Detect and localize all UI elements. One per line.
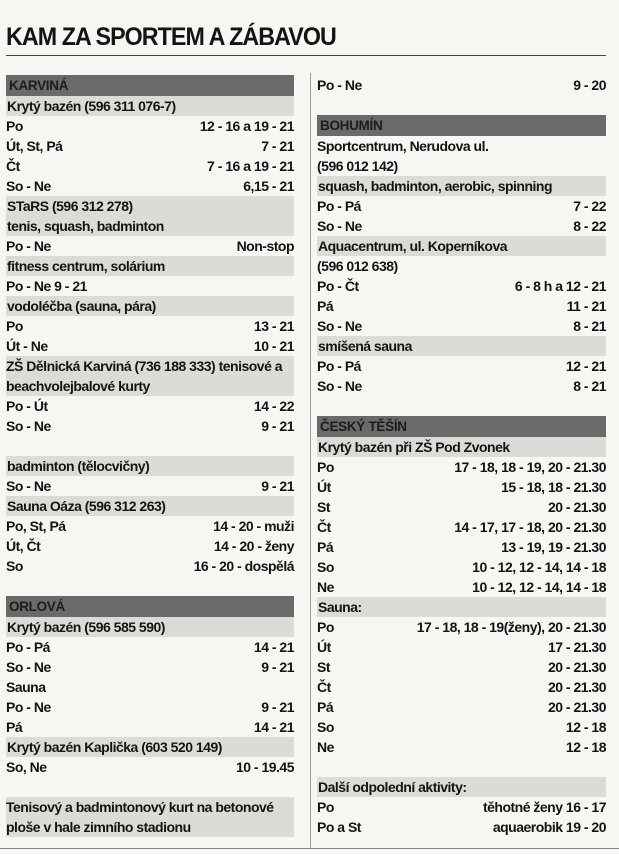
- schedule-list: [6, 476, 294, 496]
- schedule-time: 12 - 18: [565, 719, 606, 735]
- schedule-day: So: [6, 558, 23, 574]
- schedule-time: 17 - 18, 18 - 19, 20 - 21.30: [454, 459, 606, 475]
- schedule-row: [6, 156, 294, 176]
- schedule-time: 14 - 22: [253, 398, 294, 414]
- schedule-time: 15 - 18, 18 - 21.30: [501, 479, 606, 495]
- schedule-time: 14 - 20 - muži: [213, 518, 294, 534]
- schedule-row: [317, 677, 606, 697]
- schedule-row: [6, 516, 294, 536]
- schedule-list: [6, 316, 294, 356]
- schedule-row: [317, 637, 606, 657]
- schedule-day: Po - Út: [6, 398, 48, 414]
- schedule-time: 8 - 21: [573, 318, 606, 334]
- schedule-time: aquaerobik 19 - 20: [492, 819, 606, 835]
- schedule-time: 10 - 19.45: [235, 759, 294, 775]
- schedule-time: 6,15 - 21: [243, 178, 294, 194]
- column-divider: [310, 73, 311, 849]
- schedule-time: 9 - 21: [261, 659, 294, 675]
- schedule-row: [6, 637, 294, 657]
- schedule-time: 20 - 21.30: [547, 659, 606, 675]
- schedule-time: těhotné ženy 16 - 17: [482, 799, 606, 815]
- venue-subtitle: squash, badminton, aerobic, spinning: [317, 176, 606, 196]
- schedule-list: [6, 697, 294, 737]
- schedule-row: [317, 557, 606, 577]
- schedule-row: [317, 457, 606, 477]
- schedule-day: Po a St: [317, 819, 361, 835]
- venue-subtitle: Sauna: [6, 679, 46, 695]
- schedule-time: 8 - 21: [573, 378, 606, 394]
- spacer: [6, 436, 294, 456]
- venue-subtitle: badminton (tělocvičny): [6, 456, 294, 476]
- schedule-day: Čt: [317, 679, 331, 695]
- schedule-list: [6, 516, 294, 576]
- schedule-row: [6, 536, 294, 556]
- schedule-day: So - Ne: [6, 659, 51, 675]
- bottom-rule: [0, 848, 619, 849]
- venue-subtitle: fitness centrum, solárium: [6, 256, 294, 276]
- venue-name: Sauna:: [317, 597, 606, 617]
- schedule-row: [317, 797, 606, 817]
- schedule-list: [317, 356, 606, 396]
- schedule-list: [6, 236, 294, 256]
- schedule-day: So: [317, 559, 334, 575]
- schedule-time: 7 - 22: [573, 198, 606, 214]
- schedule-day: Pá: [317, 699, 334, 715]
- schedule-time: 7 - 21: [261, 138, 294, 154]
- right-column: [317, 75, 606, 837]
- schedule-day: So - Ne: [6, 478, 51, 494]
- schedule-day: So, Ne: [6, 759, 47, 775]
- schedule-day: Po: [317, 799, 334, 815]
- schedule-day: Po: [6, 318, 23, 334]
- schedule-list: [6, 396, 294, 436]
- schedule-row: [317, 577, 606, 597]
- schedule-list: [317, 276, 606, 336]
- schedule-time: 12 - 16 a 19 - 21: [199, 118, 294, 134]
- venue-name: Tenisový a badmintonový kurt na betonové ploše v hale zimního stadionu: [6, 797, 294, 837]
- venue-name: Sportcentrum, Nerudova ul.: [317, 138, 489, 154]
- schedule-time: 10 - 12, 12 - 14, 14 - 18: [472, 579, 606, 595]
- schedule-time: 9 - 21: [261, 418, 294, 434]
- venue-phone: (596 012 638): [317, 258, 398, 274]
- schedule-day: Po - Pá: [317, 198, 361, 214]
- schedule-day: Po: [317, 619, 334, 635]
- schedule-day: So - Ne: [317, 218, 362, 234]
- schedule-day: So - Ne: [6, 418, 51, 434]
- schedule-day: Ne: [317, 579, 334, 595]
- venue-name: Další odpolední aktivity:: [317, 777, 606, 797]
- schedule-row: [317, 657, 606, 677]
- schedule-day: Čt: [317, 519, 331, 535]
- schedule-list: [6, 116, 294, 196]
- schedule-row: [317, 717, 606, 737]
- schedule-time: 14 - 17, 17 - 18, 20 - 21.30: [454, 519, 606, 535]
- schedule-row: [6, 416, 294, 436]
- schedule-row: [317, 356, 606, 376]
- schedule-day: Po - Ne: [6, 238, 51, 254]
- schedule-row: [6, 396, 294, 416]
- venue-name: Krytý bazén Kaplička (603 520 149): [6, 737, 294, 757]
- schedule-row: [6, 236, 294, 256]
- venue-name: ZŠ Dělnická Karviná (736 188 333) tenisové a beachvolejbalové kurty: [6, 356, 294, 396]
- schedule-time: 9 - 21: [261, 699, 294, 715]
- venue-name: STaRS (596 312 278): [6, 196, 294, 216]
- schedule-row: [317, 216, 606, 236]
- schedule-day: Po - Pá: [317, 358, 361, 374]
- schedule-time: 9 - 21: [261, 478, 294, 494]
- schedule-time: 12 - 18: [565, 739, 606, 755]
- venue-subtitle: tenis, squash, badminton: [6, 216, 294, 236]
- schedule-day: Po - Ne: [6, 699, 51, 715]
- section-header-orlova: ORLOVÁ: [6, 596, 294, 617]
- schedule-time: 14 - 20 - ženy: [213, 538, 294, 554]
- schedule-time: 11 - 21: [566, 298, 606, 314]
- schedule-day: Po, St, Pá: [6, 518, 66, 534]
- schedule-row: [317, 737, 606, 757]
- venue-name: Aquacentrum, ul. Koperníkova: [317, 236, 606, 256]
- schedule-row: [317, 537, 606, 557]
- schedule-day: Út, St, Pá: [6, 138, 63, 154]
- schedule-row: [6, 697, 294, 717]
- schedule-row: [6, 556, 294, 576]
- schedule-time: 17 - 18, 18 - 19(ženy), 20 - 21.30: [416, 619, 606, 635]
- schedule-day: Pá: [6, 719, 23, 735]
- schedule-time: 8 - 22: [573, 218, 606, 234]
- schedule-time: 16 - 20 - dospělá: [193, 558, 294, 574]
- section-header-cesky-tesin: ČESKÝ TĚŠÍN: [317, 416, 606, 437]
- schedule-list: [6, 276, 294, 296]
- schedule-row: [317, 75, 606, 95]
- schedule-day: So - Ne: [6, 178, 51, 194]
- section-header-karvina: KARVINÁ: [6, 75, 294, 96]
- schedule-time: 20 - 21.30: [547, 679, 606, 695]
- schedule-day: Po - Čt: [317, 278, 359, 294]
- schedule-time: 13 - 19, 19 - 21.30: [501, 539, 606, 555]
- venue-name: Krytý bazén (596 585 590): [6, 617, 294, 637]
- venue-subtitle: vodoléčba (sauna, pára): [6, 296, 294, 316]
- venue-name: Krytý bazén při ZŠ Pod Zvonek: [317, 437, 606, 457]
- schedule-row: [6, 657, 294, 677]
- venue-subtitle-row: [6, 677, 294, 697]
- schedule-time: 7 - 16 a 19 - 21: [207, 158, 294, 174]
- left-column: [6, 75, 294, 837]
- schedule-row: [317, 697, 606, 717]
- venue-phone: (596 012 142): [317, 158, 398, 174]
- schedule-time: 13 - 21: [253, 318, 294, 334]
- schedule-time: Non-stop: [236, 238, 294, 254]
- schedule-row: [317, 296, 606, 316]
- schedule-row: [6, 176, 294, 196]
- schedule-day: Ne: [317, 739, 334, 755]
- schedule-row: [317, 817, 606, 837]
- spacer: [6, 777, 294, 797]
- schedule-list: [317, 196, 606, 236]
- schedule-row: [317, 316, 606, 336]
- schedule-list: [317, 797, 606, 837]
- spacer: [6, 576, 294, 596]
- schedule-time: 14 - 21: [253, 639, 294, 655]
- venue-name: Sauna Oáza (596 312 263): [6, 496, 294, 516]
- venue-phone-row: [317, 156, 606, 176]
- schedule-row: [6, 276, 294, 296]
- schedule-time: 6 - 8 h a 12 - 21: [514, 278, 606, 294]
- schedule-row: [6, 717, 294, 737]
- venue-name-row: [317, 136, 606, 156]
- schedule-time: 20 - 21.30: [547, 499, 606, 515]
- schedule-day: Čt: [6, 158, 20, 174]
- spacer: [317, 396, 606, 416]
- schedule-list: [6, 757, 294, 777]
- spacer: [317, 95, 606, 115]
- schedule-time: 14 - 21: [253, 719, 294, 735]
- schedule-row: [317, 196, 606, 216]
- schedule-day: Po - Ne 9 - 21: [6, 278, 87, 294]
- title-rule: [6, 55, 606, 56]
- schedule-time: 12 - 21: [565, 358, 606, 374]
- schedule-time: 17 - 21.30: [547, 639, 606, 655]
- schedule-row: [6, 757, 294, 777]
- venue-subtitle: smíšená sauna: [317, 336, 606, 356]
- schedule-day: St: [317, 659, 330, 675]
- schedule-day: Po: [6, 118, 23, 134]
- schedule-row: [6, 336, 294, 356]
- schedule-time: 10 - 21: [253, 338, 294, 354]
- schedule-row: [317, 477, 606, 497]
- schedule-day: Út: [317, 479, 331, 495]
- venue-phone-row: [317, 256, 606, 276]
- schedule-day: Pá: [317, 539, 334, 555]
- schedule-row: [6, 316, 294, 336]
- schedule-day: Út: [317, 639, 331, 655]
- schedule-day: So: [317, 719, 334, 735]
- schedule-row: [6, 476, 294, 496]
- schedule-time: 9 - 20: [573, 77, 606, 93]
- schedule-day: Po - Ne: [317, 77, 362, 93]
- schedule-row: [317, 517, 606, 537]
- schedule-list: [6, 637, 294, 677]
- schedule-day: Út - Ne: [6, 338, 48, 354]
- section-header-bohumin: BOHUMÍN: [317, 115, 606, 136]
- schedule-day: Po: [317, 459, 334, 475]
- schedule-list: [317, 457, 606, 597]
- schedule-time: 10 - 12, 12 - 14, 14 - 18: [472, 559, 606, 575]
- schedule-row: [317, 617, 606, 637]
- schedule-day: Út, Čt: [6, 538, 41, 554]
- schedule-row: [6, 116, 294, 136]
- page-title: KAM ZA SPORTEM A ZÁBAVOU: [6, 23, 336, 51]
- venue-name: Krytý bazén (596 311 076-7): [6, 96, 294, 116]
- schedule-row: [317, 497, 606, 517]
- schedule-day: Pá: [317, 298, 334, 314]
- schedule-day: Po - Pá: [6, 639, 50, 655]
- spacer: [317, 757, 606, 777]
- schedule-row: [317, 376, 606, 396]
- schedule-row: [6, 136, 294, 156]
- schedule-time: 20 - 21.30: [547, 699, 606, 715]
- schedule-day: St: [317, 499, 330, 515]
- schedule-day: So - Ne: [317, 378, 362, 394]
- schedule-row: [317, 276, 606, 296]
- schedule-day: So - Ne: [317, 318, 362, 334]
- schedule-list: [317, 617, 606, 757]
